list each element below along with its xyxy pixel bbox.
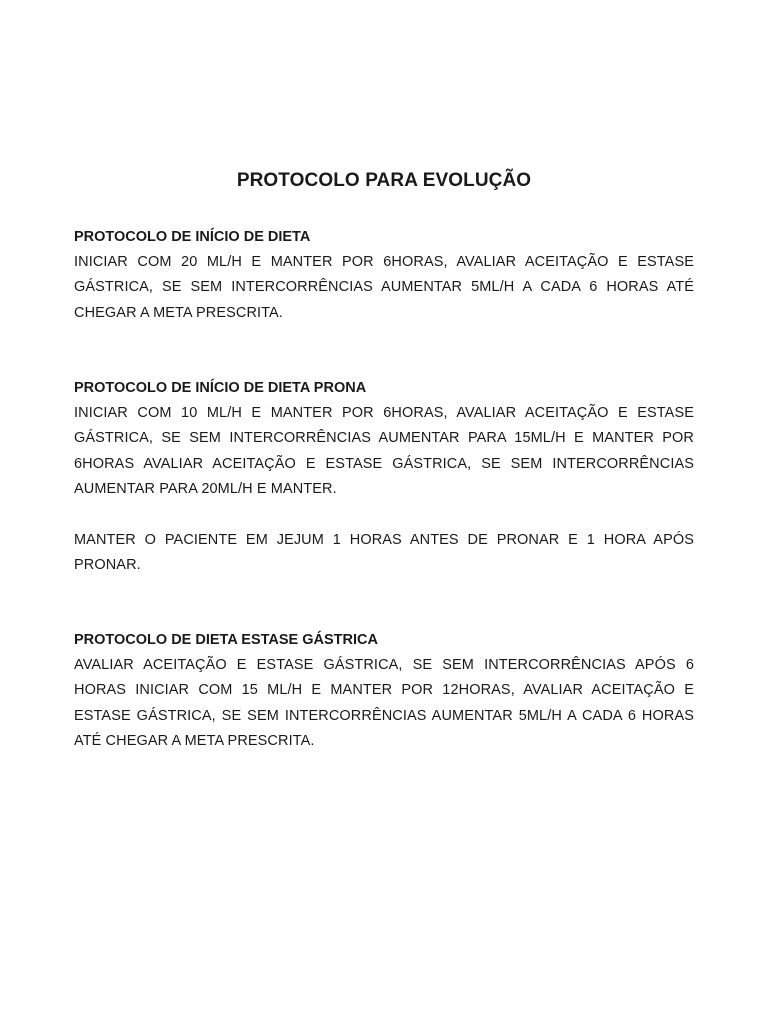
section-jejum-note: [74, 528, 694, 579]
section-heading: PROTOCOLO DE INÍCIO DE DIETA: [74, 229, 311, 245]
document-title: PROTOCOLO PARA EVOLUÇÃO: [236, 170, 532, 191]
section-dieta-estase-gastrica: [74, 628, 694, 754]
section-text: AVALIAR ACEITAÇÃO E ESTASE GÁSTRICA, SE SEM INTERCORRÊNCIAS APÓS 6 HORAS INICIAR COM 15 ML/H E MANTER POR 12HORAS, AVALIAR ACEITAÇÃO E ESTASE GÁSTRICA, SE SEM INTERCORRÊNCIAS AUMENTAR 5ML/H A CADA 6 HORAS ATÉ CHEGAR A META PRESCRITA.: [74, 657, 694, 749]
section-text: INICIAR COM 10 ML/H E MANTER POR 6HORAS, AVALIAR ACEITAÇÃO E ESTASE GÁSTRICA, SE SEM INTERCORRÊNCIAS AUMENTAR PARA 15ML/H E MANTER POR 6HORAS AVALIAR ACEITAÇÃO E ESTASE GÁSTRICA, SE SEM INTERCORRÊNCIAS AUMENTAR PARA 20ML/H E MANTER.: [74, 405, 694, 497]
section-heading: PROTOCOLO DE INÍCIO DE DIETA PRONA: [74, 380, 367, 396]
section-text: INICIAR COM 20 ML/H E MANTER POR 6HORAS, AVALIAR ACEITAÇÃO E ESTASE GÁSTRICA, SE SEM INTERCORRÊNCIAS AUMENTAR 5ML/H A CADA 6 HORAS ATÉ CHEGAR A META PRESCRITA.: [74, 254, 694, 321]
section-text: MANTER O PACIENTE EM JEJUM 1 HORAS ANTES DE PRONAR E 1 HORA APÓS PRONAR.: [74, 532, 694, 574]
section-inicio-dieta-prona: [74, 376, 694, 502]
section-inicio-dieta: [74, 225, 694, 326]
section-heading: PROTOCOLO DE DIETA ESTASE GÁSTRICA: [74, 632, 378, 648]
